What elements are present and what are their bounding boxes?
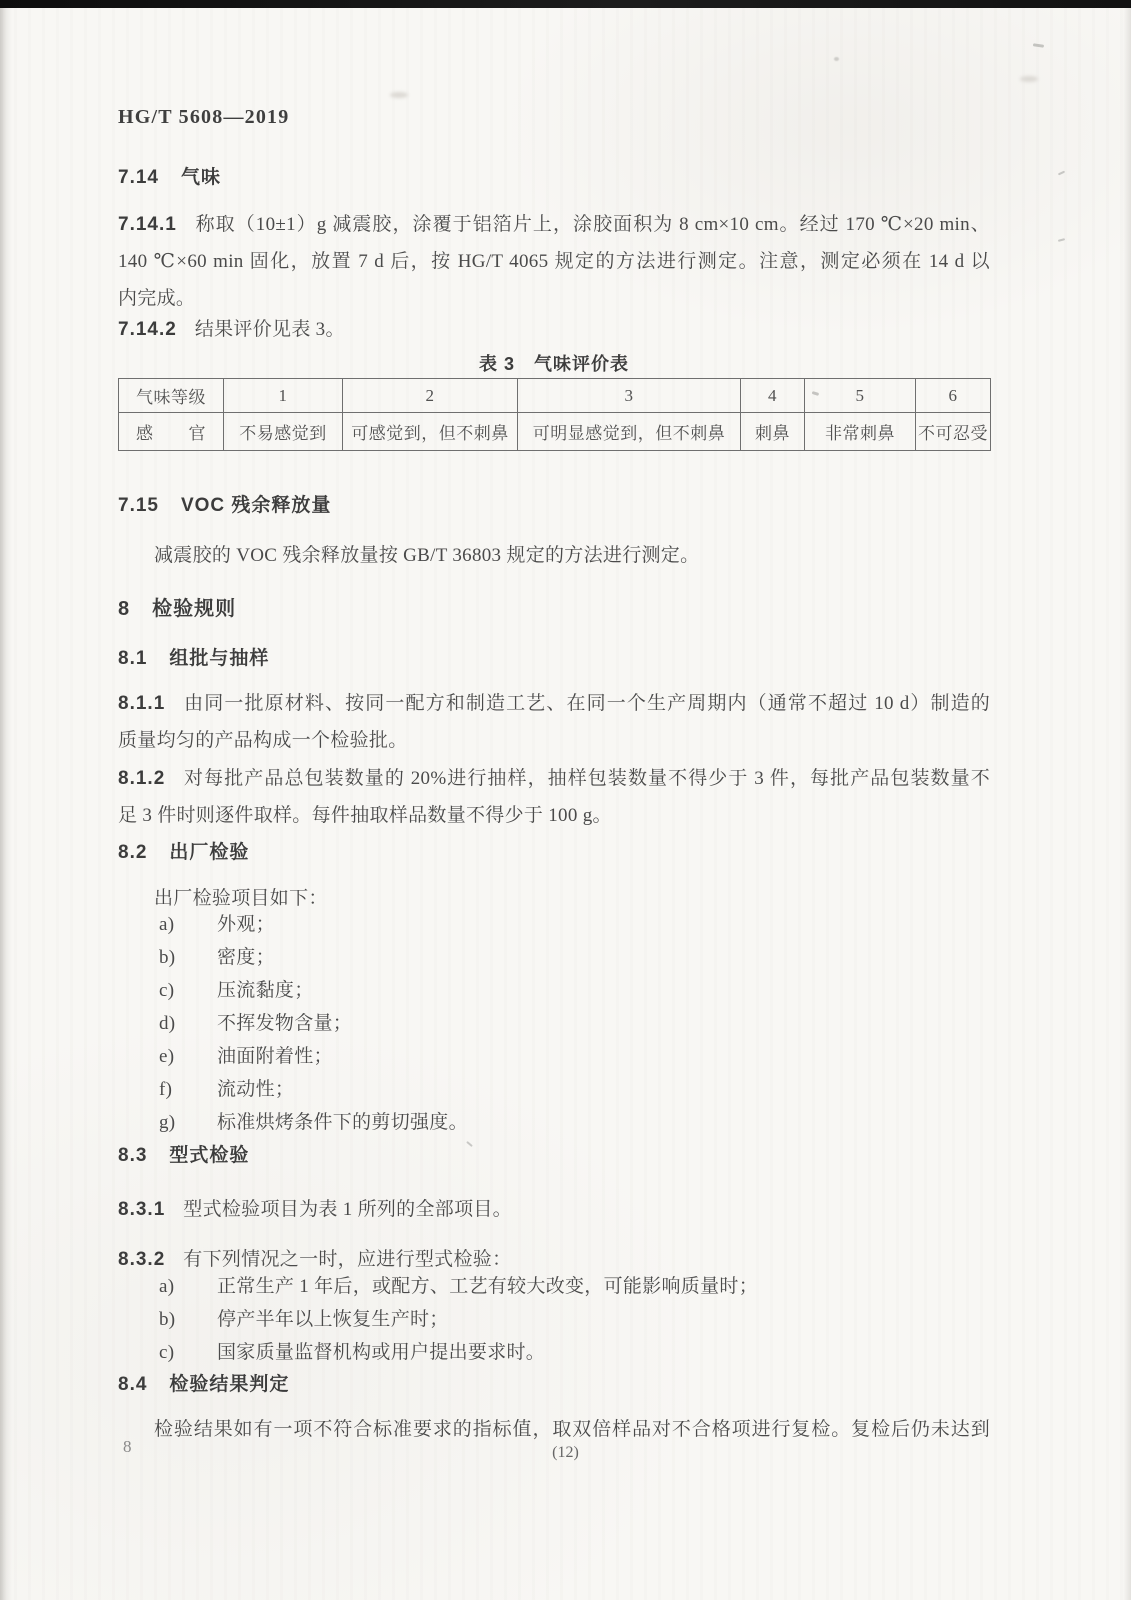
clause-line: 由同一批原材料、按同一配方和制造工艺、在同一个生产周期内（通常不超过 10 d）制造的 (183, 693, 990, 714)
list-marker: a) (159, 1276, 175, 1297)
table-3 (118, 378, 991, 451)
table-header-cell: 6 (916, 379, 991, 413)
heading-8-3 (118, 1140, 249, 1167)
list-text: 国家质量监督机构或用户提出要求时。 (217, 1342, 546, 1363)
table-header-cell: 4 (741, 379, 805, 413)
standard-number: HG/T 5608—2019 (118, 106, 290, 128)
list-text: 外观； (217, 914, 275, 935)
list-text: 停产半年以上恢复生产时； (217, 1309, 449, 1330)
table-cell: 不可忍受 (916, 413, 991, 451)
list-text: 不挥发物含量； (217, 1013, 353, 1034)
scan-artifact (466, 1141, 473, 1147)
table-header-cell: 气味等级 (119, 379, 224, 413)
table-cell: 感 官 (119, 413, 224, 451)
clause-8-1-2 (118, 760, 990, 834)
clause-text: 结果评价见表 3。 (194, 319, 345, 340)
heading-number: 8.1 (118, 648, 148, 669)
table-cell: 不易感觉到 (224, 413, 343, 451)
clause-8-4-paragraph: 检验结果如有一项不符合标准要求的指标值，取双倍样品对不合格项进行复检。复检后仍未达到 (154, 1419, 990, 1440)
heading-number: 7.14 (118, 167, 159, 188)
clause-number: 8.3.2 (118, 1249, 166, 1270)
heading-title: 气味 (180, 167, 221, 188)
scan-edge-top (0, 0, 1131, 8)
heading-number: 8.4 (118, 1374, 148, 1395)
heading-8-2 (118, 837, 249, 864)
table-cell: 非常刺鼻 (805, 413, 916, 451)
clause-line: 对每批产品总包装数量的 20%进行抽样，抽样包装数量不得少于 3 件，每批产品包装数量不 (183, 768, 990, 789)
table-header-cell: 5 (805, 379, 916, 413)
scan-artifact (834, 57, 839, 61)
list-item (159, 1040, 468, 1073)
table-header-row (119, 379, 991, 413)
scan-edge-right (1123, 8, 1131, 1600)
heading-number: 7.15 (118, 495, 159, 516)
table-header-cell: 2 (343, 379, 518, 413)
table-header-cell: 3 (518, 379, 741, 413)
clause-7-14-2 (118, 311, 990, 348)
list-marker: e) (159, 1046, 175, 1067)
heading-number: 8.2 (118, 842, 148, 863)
table-row (119, 413, 991, 451)
list-item (159, 974, 468, 1007)
clause-text: 有下列情况之一时，应进行型式检验： (183, 1249, 512, 1270)
scan-artifact (390, 92, 408, 98)
clause-line: 内完成。 (118, 288, 196, 309)
list-marker: a) (159, 914, 175, 935)
page-number: 8 (123, 1437, 132, 1456)
heading-title: 检验结果判定 (169, 1374, 290, 1395)
list-item (159, 1303, 758, 1336)
type-check-list (159, 1270, 758, 1369)
list-text: 标准烘烤条件下的剪切强度。 (217, 1112, 468, 1133)
heading-8-1 (118, 643, 269, 670)
scan-edge-left (0, 8, 12, 1600)
table-3-caption: 表 3 气味评价表 (478, 354, 629, 374)
factory-inspection-list (159, 908, 468, 1139)
heading-title: 组批与抽样 (169, 648, 270, 669)
heading-number: 8.3 (118, 1145, 148, 1166)
table-cell: 可明显感觉到，但不刺鼻 (518, 413, 741, 451)
sheet-number: (12) (552, 1444, 579, 1461)
table-cell: 可感觉到，但不刺鼻 (343, 413, 518, 451)
heading-7-14 (118, 162, 221, 189)
heading-number: 8 (118, 598, 131, 620)
table-cell: 刺鼻 (741, 413, 805, 451)
clause-line: 足 3 件时则逐件取样。每件抽取样品数量不得少于 100 g。 (118, 805, 612, 826)
list-marker: c) (159, 980, 175, 1001)
heading-8-4 (118, 1369, 289, 1396)
clause-text: 型式检验项目为表 1 所列的全部项目。 (183, 1199, 512, 1220)
clause-7-14-1 (118, 206, 990, 317)
clause-number: 8.3.1 (118, 1199, 166, 1220)
list-marker: b) (159, 947, 176, 968)
list-text: 流动性； (217, 1079, 295, 1100)
list-item (159, 908, 468, 941)
heading-title: 检验规则 (152, 598, 237, 620)
clause-8-2-intro: 出厂检验项目如下： (154, 888, 328, 909)
heading-title: 型式检验 (169, 1145, 250, 1166)
clause-7-15-paragraph: 减震胶的 VOC 残余释放量按 GB/T 36803 规定的方法进行测定。 (154, 545, 700, 566)
list-marker: b) (159, 1309, 176, 1330)
list-text: 正常生产 1 年后，或配方、工艺有较大改变，可能影响质量时； (217, 1276, 759, 1297)
clause-line: 质量均匀的产品构成一个检验批。 (118, 730, 408, 751)
scan-artifact (1033, 43, 1044, 47)
clause-number: 7.14.1 (118, 214, 177, 235)
list-marker: g) (159, 1112, 176, 1133)
clause-line: 称取（10±1）g 减震胶，涂覆于铝箔片上，涂胶面积为 8 cm×10 cm。经过 170 ℃×20 min、 (194, 214, 990, 235)
clause-number: 8.1.1 (118, 693, 166, 714)
scan-artifact (1058, 171, 1065, 176)
list-text: 压流黏度； (217, 980, 314, 1001)
clause-number: 7.14.2 (118, 319, 177, 340)
list-item (159, 1270, 758, 1303)
list-text: 密度； (217, 947, 275, 968)
clause-number: 8.1.2 (118, 768, 166, 789)
list-text: 油面附着性； (217, 1046, 333, 1067)
list-item (159, 1336, 758, 1369)
list-marker: d) (159, 1013, 176, 1034)
list-item (159, 1073, 468, 1106)
clause-8-3-1 (118, 1191, 990, 1228)
heading-title: 出厂检验 (169, 842, 250, 863)
scan-artifact (1020, 76, 1038, 82)
list-item (159, 941, 468, 974)
list-marker: c) (159, 1342, 175, 1363)
heading-7-15 (118, 490, 331, 517)
heading-title: VOC 残余释放量 (180, 495, 332, 516)
list-item (159, 1007, 468, 1040)
clause-line: 140 ℃×60 min 固化，放置 7 d 后，按 HG/T 4065 规定的方法进行测定。注意，测定必须在 14 d 以 (118, 251, 990, 272)
table-header-cell: 1 (224, 379, 343, 413)
clause-8-1-1 (118, 685, 990, 759)
list-marker: f) (159, 1079, 173, 1100)
heading-8 (118, 592, 236, 621)
list-item (159, 1106, 468, 1139)
scan-artifact (1058, 238, 1065, 242)
